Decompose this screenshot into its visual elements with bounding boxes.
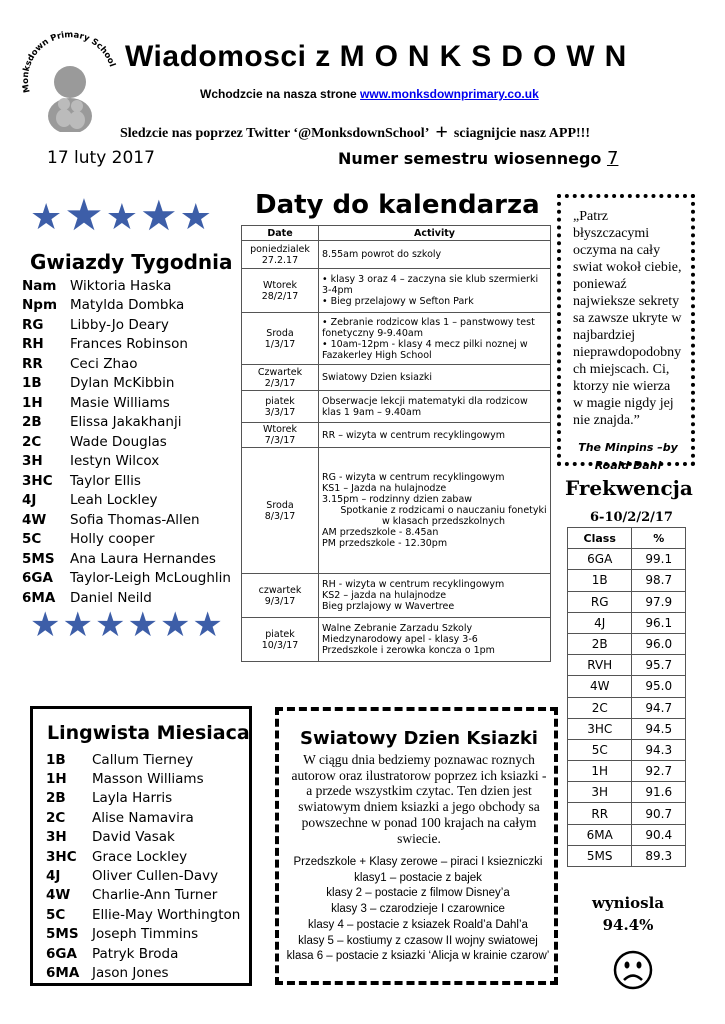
pupil-name: David Vasak (92, 829, 175, 846)
class-code: RG (22, 316, 44, 333)
quote-book: The Minpins –by (578, 441, 678, 454)
calendar-date-value: 27.2.17 (261, 254, 299, 266)
pupil-name: Charlie-Ann Turner (92, 887, 218, 904)
attendance-row (568, 633, 686, 654)
calendar-date-value: 10/3/17 (261, 639, 299, 651)
attendance-pct: 95.0 (632, 676, 686, 697)
attendance-class: RVH (568, 655, 632, 676)
attendance-pct: 96.1 (632, 612, 686, 633)
linguist-row (46, 808, 240, 827)
calendar-day: Sroda (266, 327, 294, 339)
stars-of-week-title: Gwiazdy Tygodnia (30, 250, 233, 274)
stars-bottom (30, 605, 223, 645)
attendance-header-pct: % (632, 528, 686, 549)
attendance-row (568, 761, 686, 782)
star-icon: ★ (30, 605, 61, 645)
attendance-row (568, 655, 686, 676)
star-icon: ★ (64, 190, 104, 241)
pupil-name: Masson Williams (92, 771, 204, 788)
class-code: 6GA (22, 570, 53, 587)
calendar-date (242, 269, 319, 313)
class-code: 3HC (46, 848, 77, 865)
calendar-activity-item: • Zebranie rodzicow klas 1 – panstwowy test fonetyczny 9-9.40am (322, 316, 535, 339)
class-code: RR (22, 355, 43, 372)
pupil-name: Wade Douglas (70, 433, 167, 450)
semester-value: 7 (606, 148, 619, 169)
calendar-row (242, 241, 551, 269)
class-code: 3HC (22, 472, 53, 489)
class-code: 4W (46, 887, 71, 904)
linguist-row (46, 905, 240, 924)
attendance-class: 5MS (568, 845, 632, 866)
star-of-week-row (22, 452, 231, 472)
issue-date: 17 luty 2017 (47, 148, 155, 168)
school-logo (20, 22, 120, 132)
calendar-title: Daty do kalendarza (255, 190, 540, 220)
star-of-week-row (22, 393, 231, 413)
calendar-date (242, 365, 319, 391)
calendar-day: piatek (265, 395, 295, 407)
quote-source (573, 439, 683, 475)
class-code: 1H (22, 394, 43, 411)
calendar-activity (319, 391, 551, 423)
calendar-date-value: 7/3/17 (264, 435, 296, 446)
class-code: 3H (46, 829, 67, 846)
attendance-class: 1B (568, 570, 632, 591)
pupil-name: Masie Williams (70, 394, 170, 411)
attendance-pct: 94.3 (632, 739, 686, 760)
attendance-row (568, 549, 686, 570)
star-of-week-row (22, 315, 231, 335)
calendar-day: Sroda (266, 499, 294, 511)
calendar-activity-item: PM przedszkole - 12.30pm (322, 538, 448, 549)
calendar-header-activity: Activity (319, 226, 551, 241)
attendance-class: 4J (568, 612, 632, 633)
calendar-row (242, 269, 551, 313)
calendar-date-value: 9/3/17 (264, 595, 296, 607)
attendance-pct: 92.7 (632, 761, 686, 782)
calendar-activity-item: Spotkanie z rodzicami o nauczaniu fonetyki w klasach przedszkolnych (340, 505, 547, 527)
star-of-week-row (22, 374, 231, 394)
class-code: 1H (46, 771, 67, 788)
attendance-row (568, 591, 686, 612)
twitter-text: Sledzcie nas poprzez Twitter ‘@MonksdownSchool’ (120, 126, 430, 141)
attendance-row (568, 612, 686, 633)
attendance-pct: 99.1 (632, 549, 686, 570)
star-icon: ★ (192, 605, 223, 645)
plus-sign: + (435, 119, 448, 144)
calendar-activity-item: • Bieg przelajowy w Sefton Park (322, 296, 474, 307)
calendar-date (242, 313, 319, 365)
newsletter-title (125, 40, 636, 74)
star-of-week-row (22, 549, 231, 569)
attendance-class: RG (568, 591, 632, 612)
calendar-date-value: 1/3/17 (264, 338, 296, 350)
attendance-total-value: 94.4% (602, 916, 654, 934)
attendance-pct: 89.3 (632, 845, 686, 866)
calendar-activity-item: • 10am-12pm - klasy 4 mecz pilki noznej w Fazakerley High School (322, 338, 528, 361)
calendar-activity-item: Swiatowy Dzien ksiazki (322, 372, 433, 383)
pupil-name: Callum Tierney (92, 751, 194, 768)
star-icon: ★ (179, 197, 212, 238)
star-of-week-row (22, 530, 231, 550)
star-icon: ★ (94, 605, 126, 645)
pupil-name: Dylan McKibbin (70, 375, 175, 392)
attendance-row (568, 803, 686, 824)
book-day-intro: W ciągu dnia bedziemy poznawac roznych autorow oraz ilustratorow poprzez ich ksiazki - a przede wszystkim czytac. Ten dzien jest swiatowym dniem ksiazki a jego obchody sa powszechne w ponad 100 krajach na całym swiecie. (291, 752, 547, 846)
attendance-pct: 91.6 (632, 782, 686, 803)
book-day-costumes (283, 855, 553, 965)
linguist-row (46, 847, 240, 866)
quote-text: „Patrz błyszczacymi oczyma na cały swiat wokoł ciebie, poniewaź najwieksze sekrety sa zawsze ukryte w najbardziej nieprawdopodobny ch miejscach. Ci, ktorzy nie wierza w magie nigdy jej nie znajda.” (573, 209, 682, 428)
calendar-day: Czwartek (257, 366, 303, 378)
star-icon: ★ (105, 197, 139, 238)
class-code: 4W (22, 511, 47, 528)
attendance-pct: 94.5 (632, 718, 686, 739)
linguist-list (46, 750, 240, 983)
pupil-name: Taylor Ellis (70, 472, 141, 489)
calendar-date-value: 28/2/17 (261, 290, 299, 302)
star-icon: ★ (140, 191, 178, 240)
costume-line: Przedszkole + Klasy zerowe – piraci I ksiezniczki (293, 856, 543, 868)
calendar-day: piatek (265, 628, 295, 640)
calendar-date (242, 618, 319, 662)
star-of-week-row (22, 296, 231, 316)
calendar-activity-item: Obserwacje lekcji matematyki dla rodzicow klas 1 9am – 9.40am (322, 395, 528, 418)
star-icon: ★ (30, 197, 63, 238)
quote-author: Roald Dahl (594, 459, 662, 472)
class-code: 6MA (46, 964, 80, 981)
star-of-week-row (22, 471, 231, 491)
calendar-day: Wtorek (263, 424, 297, 435)
calendar-activity-item: RG - wizyta w centrum recyklingowym (322, 472, 505, 483)
pupil-name: Sofia Thomas-Allen (70, 511, 200, 528)
star-of-week-row (22, 491, 231, 511)
calendar-date (242, 574, 319, 618)
calendar-activity-item: 8.55am powrot do szkoly (322, 249, 442, 260)
pupil-name: Matylda Dombka (70, 297, 185, 314)
calendar-row (242, 365, 551, 391)
semester-number (338, 148, 618, 169)
pupil-name: Frances Robinson (70, 336, 188, 353)
costume-line: klasy 5 – kostiumy z czasow II wojny swiatowej (298, 934, 538, 947)
calendar-activity (319, 448, 551, 574)
attendance-row (568, 570, 686, 591)
pupil-name: Alise Namavira (92, 809, 194, 826)
calendar-activity-item: KS2 – jazda na hulajnodze (322, 590, 447, 601)
attendance-class: 3H (568, 782, 632, 803)
attendance-class: 2B (568, 633, 632, 654)
star-of-week-row (22, 276, 231, 296)
calendar-row (242, 423, 551, 448)
twitter-line (120, 117, 590, 143)
linguist-row (46, 866, 240, 885)
attendance-total (578, 892, 678, 936)
class-code: 1B (46, 751, 66, 768)
linguist-row (46, 789, 240, 808)
calendar-row (242, 574, 551, 618)
calendar-activity (319, 423, 551, 448)
costume-line: klasa 6 – postacie z ksiazki ‘Alicja w krainie czarow’ (286, 950, 550, 963)
class-code: 6GA (46, 945, 77, 962)
calendar-row (242, 313, 551, 365)
attendance-class: 6GA (568, 549, 632, 570)
class-code: 2C (22, 433, 42, 450)
linguist-row (46, 925, 240, 944)
attendance-pct: 96.0 (632, 633, 686, 654)
quote-box (557, 194, 695, 472)
attendance-period: 6-10/2/2/17 (590, 510, 673, 525)
class-code: 5MS (22, 550, 55, 567)
pupil-name: Taylor-Leigh McLoughlin (70, 570, 231, 587)
attendance-pct: 98.7 (632, 570, 686, 591)
calendar-day: czwartek (258, 584, 302, 596)
semester-label: Numer semestru wiosennego (338, 149, 602, 168)
calendar-date-value: 2/3/17 (264, 377, 296, 389)
linguist-title: Lingwista Miesiaca (47, 722, 250, 744)
calendar-activity-item: • klasy 3 oraz 4 – zaczyna sie klub szermierki 3-4pm (322, 274, 539, 296)
pupil-name: Oliver Cullen-Davy (92, 868, 219, 885)
attendance-pct: 90.7 (632, 803, 686, 824)
attendance-row (568, 718, 686, 739)
calendar-activity-item: RR – wizyta w centrum recyklingowym (322, 429, 506, 441)
calendar-date (242, 391, 319, 423)
book-day-title: Swiatowy Dzien Ksiazki (300, 728, 538, 749)
calendar-table (241, 225, 551, 662)
class-code: 5C (46, 906, 66, 923)
linguist-row (46, 750, 240, 769)
calendar-activity (319, 241, 551, 269)
linguist-row (46, 963, 240, 982)
pupil-name: Wiktoria Haska (70, 277, 172, 294)
calendar-activity (319, 313, 551, 365)
attendance-class: 6MA (568, 824, 632, 845)
class-code: 5C (22, 531, 42, 548)
class-code: 3H (22, 453, 43, 470)
calendar-date (242, 448, 319, 574)
class-code: 5MS (46, 926, 79, 943)
pupil-name: Joseph Timmins (92, 926, 199, 943)
pupil-name: Ceci Zhao (70, 355, 138, 372)
pupil-name: Grace Lockley (92, 848, 188, 865)
star-of-week-row (22, 335, 231, 355)
class-code: Nam (22, 277, 57, 294)
class-code: RH (22, 336, 44, 353)
class-code: 2B (46, 790, 66, 807)
costume-line: klasy 3 – czarodzieje I czarownice (331, 903, 505, 916)
calendar-day: Wtorek (263, 279, 297, 291)
attendance-table (567, 527, 686, 867)
class-code: 4J (46, 868, 61, 885)
star-of-week-row (22, 413, 231, 433)
costume-line: klasy 2 – postacie z filmow Disney’a (326, 887, 510, 900)
attendance-class: RR (568, 803, 632, 824)
attendance-row (568, 824, 686, 845)
linguist-row (46, 769, 240, 788)
sad-face-icon (613, 950, 653, 990)
calendar-activity-item: Przedszkole i zerowka koncza o 1pm (322, 645, 495, 656)
calendar-row (242, 448, 551, 574)
class-code: Npm (22, 297, 58, 314)
website-label: Wchodzcie na nasza strone (200, 87, 357, 101)
attendance-class: 3HC (568, 718, 632, 739)
attendance-class: 4W (568, 676, 632, 697)
attendance-class: 2C (568, 697, 632, 718)
attendance-class: 1H (568, 761, 632, 782)
app-text: sciagnijcie nasz APP!!! (453, 126, 590, 141)
attendance-row (568, 782, 686, 803)
attendance-row (568, 676, 686, 697)
calendar-date (242, 241, 319, 269)
attendance-pct: 97.9 (632, 591, 686, 612)
pupil-name: Layla Harris (92, 790, 173, 807)
calendar-activity-item: RH - wizyta w centrum recyklingowym (322, 579, 505, 590)
pupil-name: Elissa Jakakhanji (70, 414, 182, 431)
costume-line: klasy 4 – postacie z ksiazek Roald’a Dahl’a (308, 918, 528, 931)
costume-line: klasy1 – postacie z bajek (354, 871, 482, 884)
calendar-row (242, 618, 551, 662)
calendar-date-value: 3/3/17 (264, 406, 296, 418)
website-link[interactable]: www.monksdownprimary.co.uk (360, 87, 539, 101)
class-code: 2B (22, 414, 42, 431)
attendance-class: 5C (568, 739, 632, 760)
stars-top (30, 190, 212, 241)
attendance-row (568, 697, 686, 718)
pupil-name: Iestyn Wilcox (70, 453, 160, 470)
calendar-activity-item: Bieg przlajowy w Wavertree (322, 601, 455, 612)
class-code: 1B (22, 375, 42, 392)
star-icon: ★ (127, 605, 158, 645)
attendance-pct: 90.4 (632, 824, 686, 845)
star-icon: ★ (159, 605, 191, 645)
pupil-name: Holly cooper (70, 531, 155, 548)
star-of-week-row (22, 432, 231, 452)
stars-of-week-list (22, 276, 231, 608)
pupil-name: Ellie-May Worthington (92, 906, 241, 923)
pupil-name: Libby-Jo Deary (70, 316, 169, 333)
star-of-week-row (22, 510, 231, 530)
calendar-day: poniedzialek (250, 243, 310, 255)
calendar-activity (319, 269, 551, 313)
calendar-activity-item: 3.15pm – rodzinny dzien zabaw (322, 494, 473, 505)
pupil-name: Leah Lockley (70, 492, 158, 509)
linguist-row (46, 886, 240, 905)
star-icon: ★ (62, 605, 93, 645)
class-code: 2C (46, 809, 66, 826)
attendance-total-label: wyniosla (591, 894, 665, 912)
star-of-week-row (22, 354, 231, 374)
attendance-row (568, 739, 686, 760)
attendance-header-class: Class (568, 528, 632, 549)
calendar-header-date: Date (242, 226, 319, 241)
pupil-name: Jason Jones (92, 964, 169, 981)
title-prefix: Wiadomosci z (125, 40, 331, 73)
pupil-name: Ana Laura Hernandes (70, 550, 216, 567)
pupil-name: Patryk Broda (92, 945, 179, 962)
linguist-row (46, 944, 240, 963)
calendar-activity (319, 365, 551, 391)
calendar-activity (319, 574, 551, 618)
pupil-name: Daniel Neild (70, 589, 152, 606)
linguist-row (46, 828, 240, 847)
title-school: MONKSDOWN (339, 40, 637, 73)
logo-text: Monksdown Primary School (20, 30, 117, 94)
calendar-date (242, 423, 319, 448)
calendar-activity-item: Walne Zebranie Zarzadu Szkoly (322, 623, 473, 634)
calendar-date-value: 8/3/17 (264, 510, 296, 522)
attendance-pct: 94.7 (632, 697, 686, 718)
calendar-activity (319, 618, 551, 662)
attendance-title: Frekwencja (565, 476, 693, 500)
calendar-activity-item: KS1 – Jazda na hulajnodze (322, 483, 447, 494)
class-code: 4J (22, 492, 37, 509)
calendar-activity-item: Miedzynarodowy apel - klasy 3-6 (322, 634, 478, 645)
star-of-week-row (22, 569, 231, 589)
calendar-row (242, 391, 551, 423)
website-line (200, 87, 539, 101)
calendar-activity-item: AM przedszkole - 8.45an (322, 527, 439, 538)
class-code: 6MA (22, 589, 56, 606)
attendance-row (568, 845, 686, 866)
attendance-pct: 95.7 (632, 655, 686, 676)
